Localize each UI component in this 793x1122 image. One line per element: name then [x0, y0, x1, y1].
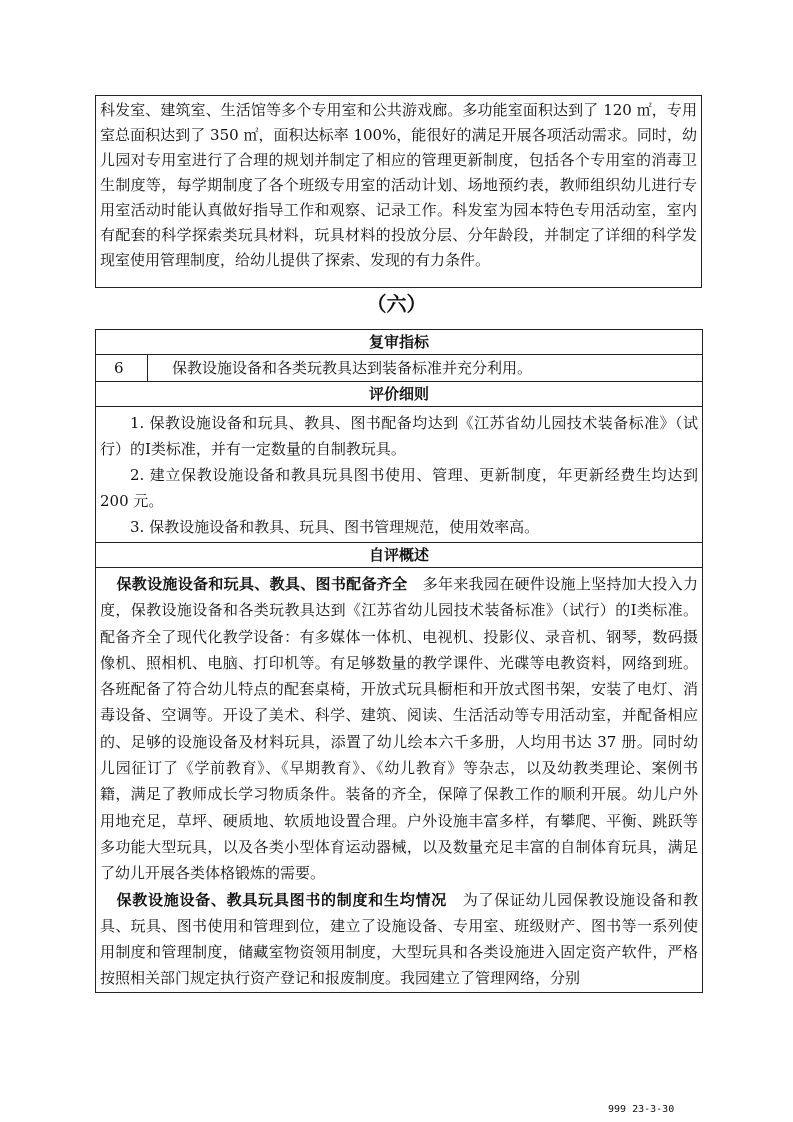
self-eval-header: 自评概述	[96, 543, 703, 568]
indicator-text: 保教设施设备和各类玩教具达到装备标准并充分利用。	[148, 355, 703, 382]
page-footer: 999 23-3-30	[608, 1104, 675, 1115]
self-eval-cell	[96, 568, 703, 993]
continued-paragraph: 科发室、建筑室、生活馆等多个专用室和公共游戏廊。多功能室面积达到了 120 ㎡，专用室总面积达到了 350 ㎡，面积达标率 100%，能很好的满足开展各项活动需求。同时，幼儿园对专用室进行了合理的规划并制定了相应的管理更新制度，包括各个专用室的消毒卫生制度等，每学期制度了各个班级专用室的活动计划、场地预约表，教师组织幼儿进行专用室活动时能认真做好指导工作和观察、记录工作。科发室为园本特色专用活动室，室内有配套的科学探索类玩具材料，玩具材料的投放分层、分年龄段，并制定了详细的科学发现室使用管理制度，给幼儿提供了探索、发现的有力条件。	[100, 101, 697, 269]
details-row	[96, 407, 703, 543]
review-indicator-header-row	[96, 330, 703, 355]
self-eval-body-2: 为了保证幼儿园保教设施设备和教具、玩具、图书使用和管理到位，建立了设施设备、专用室、班级财产、图书等一系列使用制度和管理制度，储藏室物资领用制度，大型玩具和各类设施进入固定资产软件，严格按照相关部门规定执行资产登记和报废制度。我园建立了管理网络，分别	[100, 890, 699, 988]
section-number: （六）	[366, 292, 427, 316]
self-eval-lead-1: 保教设施设备和玩具、教具、图书配备齐全	[116, 575, 408, 593]
self-eval-body-1: 多年来我园在硬件设施上坚持加大投入力度，保教设施设备和各类玩教具达到《江苏省幼儿园技术装备标准》（试行）的Ⅰ类标准。配备齐全了现代化教学设备：有多媒体一体机、电视机、投影仪、录音机、钢琴，数码摄像机、照相机、电脑、打印机等。有足够数量的教学课件、光碟等电教资料，网络到班。各班配备了符合幼儿特点的配套桌椅，开放式玩具橱柜和开放式图书架，安装了电灯、消毒设备、空调等。开设了美术、科学、建筑、阅读、生活活动等专用活动室，并配备相应的、足够的设施设备及材料玩具，添置了幼儿绘本六千多册，人均用书达 37 册。同时幼儿园征订了《学前教育》、《早期教育》、《幼儿教育》等杂志，以及幼教类理论、案例书籍，满足了教师成长学习物质条件。装备的齐全，保障了保教工作的顺利开展。幼儿户外用地充足，草坪、硬质地、软质地设置合理。户外设施丰富多样，有攀爬、平衡、跳跃等多功能大型玩具，以及各类小型体育运动器械，以及数量充足丰富的自制体育玩具，满足了幼儿开展各类体格锻炼的需要。	[100, 575, 699, 883]
indicator-number: 6	[96, 355, 148, 382]
continued-text-box	[95, 95, 702, 288]
details-header: 评价细则	[96, 382, 703, 407]
review-indicator-header: 复审指标	[96, 330, 703, 355]
detail-item-1: 1. 保教设施设备和玩具、教具、图书配备均达到《江苏省幼儿园技术装备标准》（试行）的Ⅰ类标准，并有一定数量的自制教玩具。	[100, 414, 699, 458]
self-eval-lead-2: 保教设施设备、教具玩具图书的制度和生均情况	[116, 890, 447, 909]
indicator-row	[96, 355, 703, 382]
details-cell	[96, 407, 703, 543]
details-header-row	[96, 382, 703, 407]
self-eval-paragraph-1	[100, 571, 698, 887]
self-eval-header-row	[96, 543, 703, 568]
detail-item-2: 2. 建立保教设施设备和教具玩具图书使用、管理、更新制度，年更新经费生均达到 200 元。	[100, 466, 699, 510]
self-eval-row	[96, 568, 703, 993]
self-eval-paragraph-2	[100, 887, 698, 992]
detail-item-3: 3. 保教设施设备和教具、玩具、图书管理规范，使用效率高。	[130, 518, 540, 536]
evaluation-table	[95, 329, 703, 993]
